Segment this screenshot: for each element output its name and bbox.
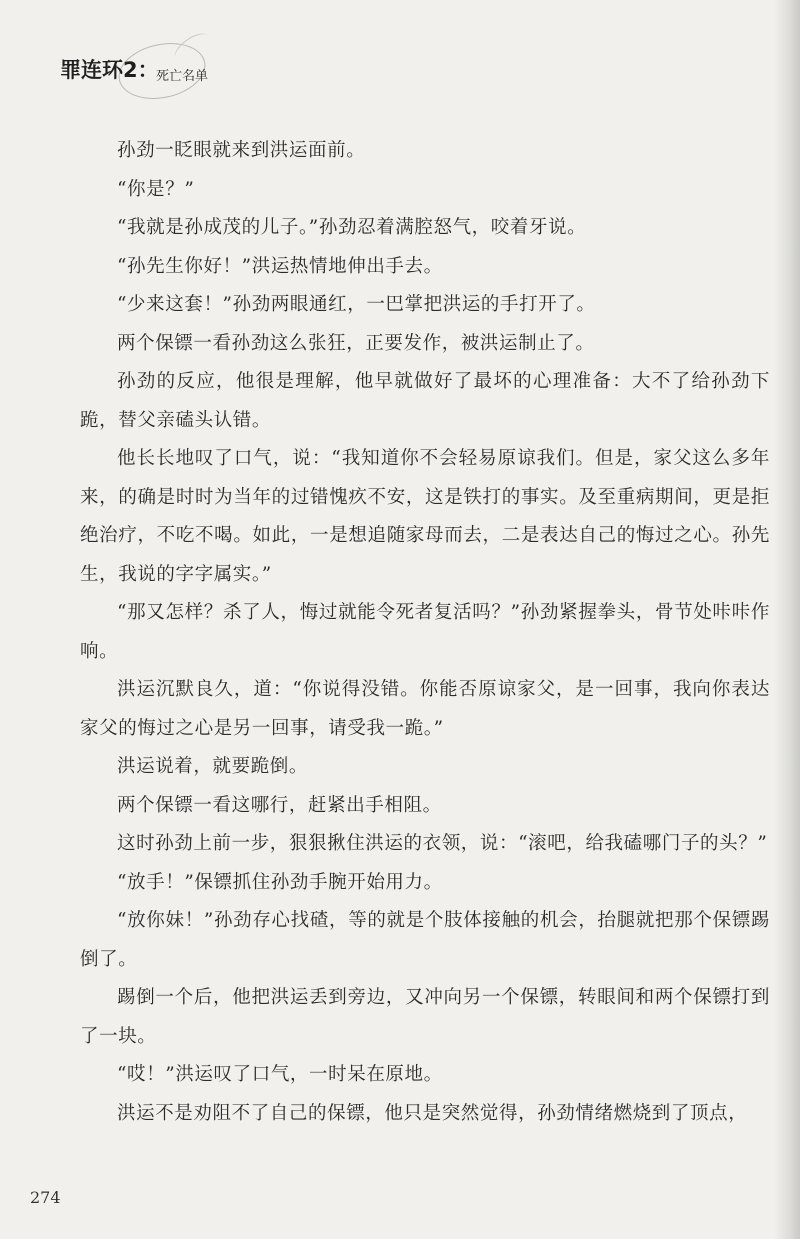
- paragraph: 他长长地叹了口气，说：“我知道你不会轻易原谅我们。但是，家父这么多年来，的确是时时为当年的过错愧疚不安，这是铁打的事实。及至重病期间，更是拒绝治疗，不吃不喝。如此，一是想追随家母而去，二是表达自己的悔过之心。孙先生，我说的字字属实。”: [80, 448, 770, 585]
- paragraph: “放你妹！”孙劲存心找碴，等的就是个肢体接触的机会，抬腿就把那个保镖踢倒了。: [80, 910, 770, 970]
- paragraph: 两个保镖一看这哪行，赶紧出手相阻。: [117, 794, 442, 816]
- paragraph: 孙劲一眨眼就来到洪运面前。: [117, 140, 366, 161]
- paragraph: “那又怎样？杀了人，悔过就能令死者复活吗？”孙劲紧握拳头，骨节处咔咔作响。: [80, 602, 770, 662]
- page-number: 274: [30, 1188, 61, 1207]
- paragraph: “哎！”洪运叹了口气，一时呆在原地。: [117, 1064, 443, 1085]
- paragraph: “孙先生你好！”洪运热情地伸出手去。: [117, 255, 443, 277]
- paragraph: 这时孙劲上前一步，狠狠揪住洪运的衣领，说：“滚吧，给我磕哪门子的头？”: [117, 833, 768, 854]
- page-gutter-shadow: [774, 0, 800, 1239]
- paragraph: “放手！”保镖抓住孙劲手腕开始用力。: [117, 871, 443, 893]
- paragraph: 洪运沉默良久，道：“你说得没错。你能否原谅家父，是一回事，我向你表达家父的悔过之心是另一回事，请受我一跪。”: [80, 679, 770, 739]
- paragraph: “你是？”: [117, 178, 195, 200]
- running-header: [60, 44, 240, 96]
- paragraph: “我就是孙成茂的儿子。”孙劲忍着满腔怒气，咬着牙说。: [117, 217, 587, 238]
- paragraph: 两个保镖一看孙劲这么张狂，正要发作，被洪运制止了。: [117, 332, 595, 354]
- paragraph: 踢倒一个后，他把洪运丢到旁边，又冲向另一个保镖，转眼间和两个保镖打到了一块。: [80, 987, 770, 1047]
- paragraph: “少来这套！”孙劲两眼通红，一巴掌把洪运的手打开了。: [117, 294, 596, 315]
- paragraph: 孙劲的反应，他很是理解，他早就做好了最坏的心理准备：大不了给孙劲下跪，替父亲磕头认错。: [80, 371, 770, 431]
- book-subtitle: 死亡名单: [156, 69, 209, 84]
- body-text: [80, 132, 770, 1133]
- series-title: 罪连环2：: [60, 58, 159, 82]
- paragraph: 洪运说着，就要跪倒。: [117, 756, 309, 777]
- paragraph: 洪运不是劝阻不了自己的保镖，他只是突然觉得，孙劲情绪燃烧到了顶点，: [117, 1102, 748, 1124]
